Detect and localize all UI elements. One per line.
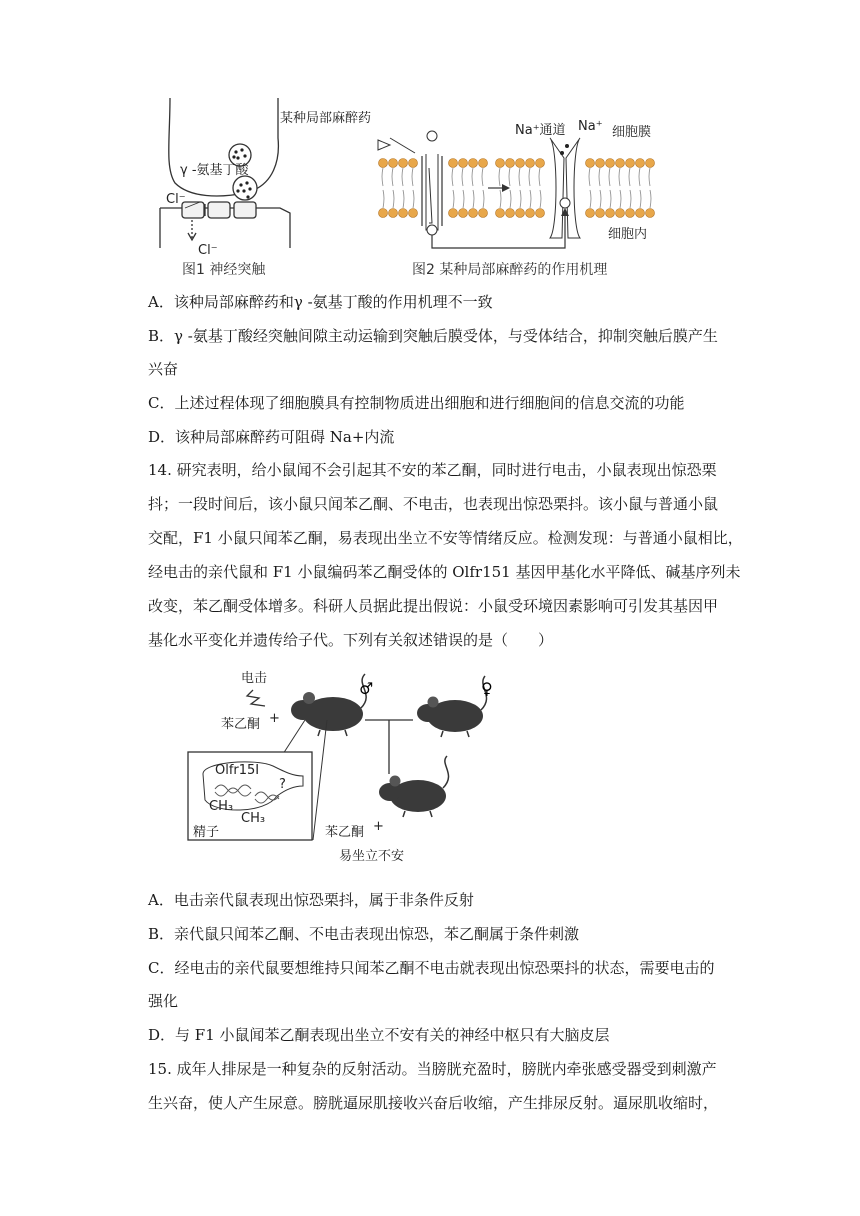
cell-inside-label: 细胞内 xyxy=(608,227,648,242)
chloride-top-label: Cl⁻ xyxy=(166,192,186,207)
plus-top: + xyxy=(269,711,280,726)
q14-option-d: D．与 F1 小鼠闻苯乙酮表现出坐立不安有关的神经中枢只有大脑皮层 xyxy=(148,1026,610,1044)
q13-option-b-cont: 兴奋 xyxy=(148,360,179,378)
membrane-right xyxy=(496,138,655,238)
na-ion-label: Na⁺ xyxy=(578,119,603,134)
q13-option-d: D．该种局部麻醉药可阻碍 Na+内流 xyxy=(148,428,395,446)
acetophenone-top-label: 苯乙酮 xyxy=(221,717,261,732)
q15-line-1: 15. 成年人排尿是一种复杂的反射活动。当膀胱充盈时，膀胱内牵张感受器受到刺激产 xyxy=(148,1060,717,1078)
q13-option-a: A．该种局部麻醉药和γ -氨基丁酸的作用机理不一致 xyxy=(148,293,493,311)
plus-bottom: + xyxy=(373,819,384,834)
membrane-label: 细胞膜 xyxy=(612,125,652,140)
q14-option-c: C．经电击的亲代鼠要想维持只闻苯乙酮不电击就表现出惊恐栗抖的状态，需要电击的 xyxy=(148,959,715,977)
acetophenone-bottom-label: 苯乙酮 xyxy=(325,825,365,840)
question-mark: ? xyxy=(279,777,286,792)
q14-line-6: 基化水平变化并遗传给子代。下列有关叙述错误的是（ ） xyxy=(148,631,554,649)
q14-line-1: 14. 研究表明，给小鼠闻不会引起其不安的苯乙酮，同时进行电击，小鼠表现出惊恐栗 xyxy=(148,461,717,479)
male-mouse-icon xyxy=(291,674,366,736)
female-mouse-icon xyxy=(417,676,487,737)
anesthetic-label: 某种局部麻醉药 xyxy=(280,111,372,126)
gene-label: Olfr15I xyxy=(215,763,260,778)
membrane-left xyxy=(379,131,488,235)
figure2-caption: 图2 某种局部麻醉药的作用机理 xyxy=(412,262,608,278)
male-symbol: ♂ xyxy=(359,679,374,698)
offspring-label: 易坐立不安 xyxy=(339,849,405,864)
q14-option-b: B．亲代鼠只闻苯乙酮、不电击表现出惊恐，苯乙酮属于条件刺激 xyxy=(148,925,580,943)
methyl-label-2: CH₃ xyxy=(241,811,266,826)
figure-mice-experiment xyxy=(185,664,530,864)
anesthetic-molecule-icon xyxy=(378,140,390,150)
gaba-label: γ -氨基丁酸 xyxy=(180,163,249,178)
sperm-label: 精子 xyxy=(193,825,220,840)
lightning-icon xyxy=(247,690,265,706)
q14-line-4: 经电击的亲代鼠和 F1 小鼠编码苯乙酮受体的 Olfr151 基因甲基化水平降低、碱基序列未 xyxy=(148,563,741,581)
q14-line-5: 改变，苯乙酮受体增多。科研人员据此提出假说：小鼠受环境因素影响可引发其基因甲 xyxy=(148,597,719,615)
q14-line-3: 交配，F1 小鼠只闻苯乙酮，易表现出坐立不安等情绪反应。检测发现：与普通小鼠相比， xyxy=(148,529,743,547)
figure1-caption: 图1 神经突触 xyxy=(182,262,266,278)
q14-option-c-cont: 强化 xyxy=(148,992,179,1010)
q14-line-2: 抖；一段时间后，该小鼠只闻苯乙酮、不电击，也表现出惊恐栗抖。该小鼠与普通小鼠 xyxy=(148,495,719,513)
q13-option-c: C．上述过程体现了细胞膜具有控制物质进出细胞和进行细胞间的信息交流的功能 xyxy=(148,394,685,412)
q14-option-a: A．电击亲代鼠表现出惊恐栗抖，属于非条件反射 xyxy=(148,891,474,909)
figure-synapse-anesthetic xyxy=(150,98,750,283)
na-channel-label: Na⁺通道 xyxy=(515,123,566,138)
female-symbol: ♀ xyxy=(481,679,493,698)
chloride-bottom-label: Cl⁻ xyxy=(198,243,218,258)
q13-option-b: B．γ -氨基丁酸经突触间隙主动运输到突触后膜受体，与受体结合，抑制突触后膜产生 xyxy=(148,327,718,345)
shock-label: 电击 xyxy=(241,671,268,686)
q15-line-2: 生兴奋，使人产生尿意。膀胱逼尿肌接收兴奋后收缩，产生排尿反射。逼尿肌收缩时， xyxy=(148,1094,719,1112)
methyl-label-1: CH₃ xyxy=(209,799,234,814)
